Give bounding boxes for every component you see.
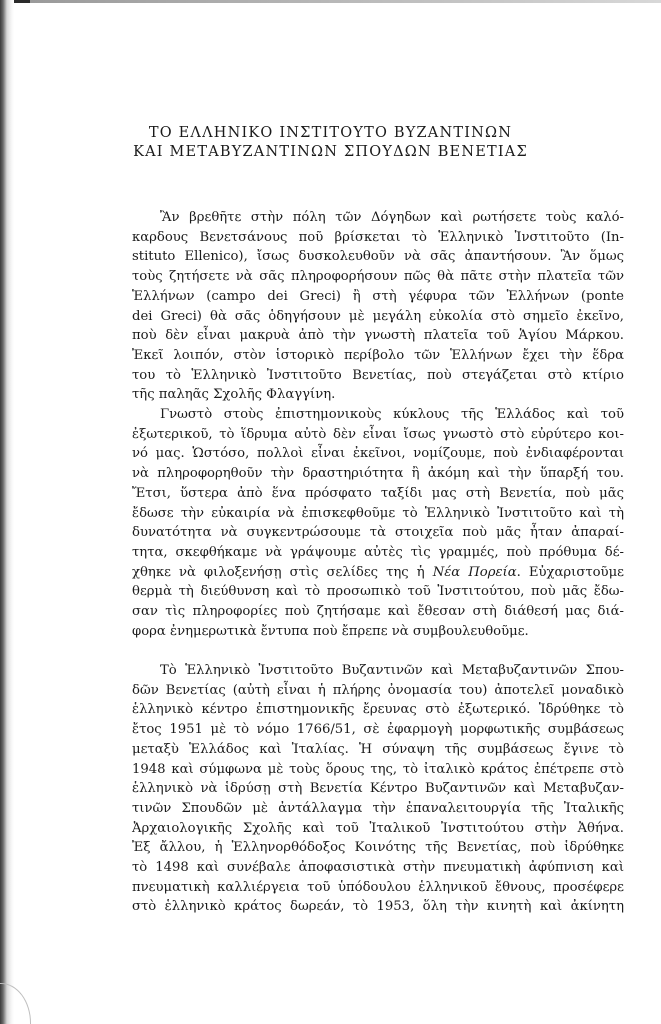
text-line: νὰ πληροφορηθοῦν τὴν δραστηριότητα ἢ ἀκόμη καὶ τὴν ὕπαρξή του.	[132, 466, 624, 482]
text-line: πνευματικὴ καλλιέργεια τοῦ ὑπόδουλου ἑλληνικοῦ ἔθνους, προσέφερε	[132, 879, 624, 895]
text-segment: χθηκε νὰ φιλοξενήσῃ στὶς σελίδες της ἡ	[132, 564, 425, 580]
text-line: Ἂν βρεθῆτε στὴν πόλη τῶν Δόγηδων καὶ ρωτήσετε τοὺς καλό-	[160, 210, 624, 225]
text-line: θερμὰ τὴ διεύθυνση καὶ τὸ προσωπικὸ τοῦ Ἰνστιτούτου, ποὺ μᾶς ἔδω-	[132, 584, 624, 600]
text-line: stituto Ellenico), ἴσως δυσκολευθοῦν νὰ σᾶς ἀπαντήσουν. Ἂν ὅμως	[132, 249, 624, 265]
text-line: ἔτος 1951 μὲ τὸ νόμο 1766/51, σὲ ἐφαρμογὴ μορφωτικῆς συμβάσεως	[132, 722, 624, 738]
text-line: Ἔτσι, ὕστερα ἀπὸ ἕνα πρόσφατο ταξίδι μας στὴ Βενετία, ποὺ μᾶς	[132, 485, 624, 501]
text-line: ἐξωτερικοῦ, τὸ ἵδρυμα αὐτὸ δὲν εἶναι ἴσως γνωστὸ στὸ εὐρύτερο κοι-	[132, 426, 624, 442]
paragraph-1	[132, 208, 624, 641]
text-line: 1948 καὶ σύμφωνα μὲ τοὺς ὅρους της, τὸ ἰταλικὸ κράτος ἐπέτρεπε στὸ	[132, 761, 624, 777]
text-line: του τὸ Ἑλληνικὸ Ἰνστιτοῦτο Βενετίας, ποὺ στεγάζεται στὸ κτίριο	[132, 367, 624, 383]
text-line: Ἐξ ἄλλου, ἡ Ἑλληνορθόδοξος Κοινότης τῆς Βενετίας, ποὺ ἱδρύθηκε	[132, 840, 624, 856]
text-line: Ἀρχαιολογικῆς Σχολῆς καὶ τοῦ Ἰταλικοῦ Ἰνστιτούτου στὴν Ἀθήνα.	[132, 820, 624, 836]
title-line-1: ΤΟ ΕΛΛΗΝΙΚΟ ΙΝΣΤΙΤΟΥΤΟ ΒΥΖΑΝΤΙΝΩΝ	[148, 125, 513, 141]
text-line: τῆς παληᾶς Σχολῆς Φλαγγίνη.	[132, 387, 336, 403]
text-line: φορα ἐνημερωτικὰ ἔντυπα ποὺ ἔπρεπε νὰ συμβουλευθοῦμε.	[132, 623, 529, 639]
journal-name: Νέα Πορεία	[432, 564, 517, 580]
text-line: Ἐκεῖ λοιπόν, στὸν ἱστορικὸ περίβολο τῶν Ἑλλήνων ἔχει τὴν ἕδρα	[132, 347, 624, 363]
text-line: νό μας. Ὡστόσο, πολλοὶ εἶναι ἐκεῖνοι, νομίζουμε, ποὺ ἐνδιαφέρονται	[132, 446, 624, 462]
text-line: τοὺς ζητήσετε νὰ σᾶς πληροφορήσουν πῶς θὰ πᾶτε στὴν πλατεῖα τῶν	[132, 269, 624, 285]
text-line: τινῶν Σπουδῶν μὲ ἀντάλλαγμα τὴν ἐπαναλειτουργία τῆς Ἰταλικῆς	[132, 800, 624, 816]
text-line: μεταξὺ Ἑλλάδος καὶ Ἰταλίας. Ἡ σύναψη τῆς συμβάσεως ἔγινε τὸ	[132, 741, 624, 757]
page-corner-curl	[0, 983, 31, 1024]
title-line-2: ΚΑΙ ΜΕΤΑΒΥΖΑΝΤΙΝΩΝ ΣΠΟΥΔΩΝ ΒΕΝΕΤΙΑΣ	[133, 144, 528, 160]
text-line: ἔδωσε τὴν εὐκαιρία νὰ ἐπισκεφθοῦμε τὸ Ἑλληνικὸ Ἰνστιτοῦτο καὶ τὴ	[132, 505, 624, 521]
text-segment: . Εὐχαριστοῦμε	[516, 564, 624, 580]
text-line: ἑλληνικὸ κέντρο ἐπιστημονικῆς ἔρευνας στὸ ἐξωτερικό. Ἱδρύθηκε τὸ	[132, 702, 624, 718]
article-title	[0, 124, 661, 162]
text-line: τητα, σκεφθήκαμε νὰ γράψουμε αὐτὲς τὶς γραμμές, ποὺ πρόθυμα δέ-	[132, 544, 624, 560]
paragraph-2	[132, 661, 624, 917]
text-line: dei Greci) θὰ σᾶς ὁδηγήσουν μὲ μεγάλη εὐκολία στὸ σημεῖο ἐκεῖνο,	[132, 308, 624, 324]
text-line: καρδους Βενετσάνους ποῦ βρίσκεται τὸ Ἑλληνικὸ Ἰνστιτοῦτο (In-	[132, 229, 624, 245]
text-line: Ἑλλήνων (campo dei Greci) ἢ στὴ γέφυρα τῶν Ἑλλήνων (ponte	[132, 288, 624, 304]
text-line: ποὺ δὲν εἶναι μακρυὰ ἀπὸ τὴν γνωστὴ πλατεῖα τοῦ Ἁγίου Μάρκου.	[132, 328, 624, 344]
text-line: στὸ ἑλληνικὸ κράτος δωρεάν, τὸ 1953, ὅλη τὴν κινητὴ καὶ ἀκίνητη	[132, 899, 624, 915]
text-line-with-journal	[132, 563, 624, 583]
text-line: σαν τὶς πληροφορίες ποὺ ζητήσαμε καὶ ἔθεσαν στὴ διάθεσή μας διά-	[132, 604, 624, 620]
page-top-edge	[0, 0, 661, 3]
text-line: δῶν Βενετίας (αὐτὴ εἶναι ἡ πλήρης ὀνομασία του) ἀποτελεῖ μοναδικὸ	[132, 682, 624, 698]
text-line: δυνατότητα νὰ συγκεντρώσουμε τὰ στοιχεῖα ποὺ μᾶς ἦταν ἀπαραί-	[132, 525, 624, 541]
text-line: Γνωστὸ στοὺς ἐπιστημονικοὺς κύκλους τῆς Ἑλλάδος καὶ τοῦ	[160, 407, 624, 423]
text-line: Τὸ Ἑλληνικὸ Ἰνστιτοῦτο Βυζαντινῶν καὶ Μεταβυζαντινῶν Σπου-	[160, 663, 624, 678]
text-line: ἑλληνικὸ νὰ ἱδρύσῃ στὴ Βενετία Κέντρο Βυζαντινῶν καὶ Μεταβυζαν-	[132, 781, 624, 797]
text-line: τὸ 1498 καὶ συνέβαλε ἀποφασιστικὰ στὴν πνευματικὴ ἀφύπνιση καὶ	[132, 860, 624, 876]
